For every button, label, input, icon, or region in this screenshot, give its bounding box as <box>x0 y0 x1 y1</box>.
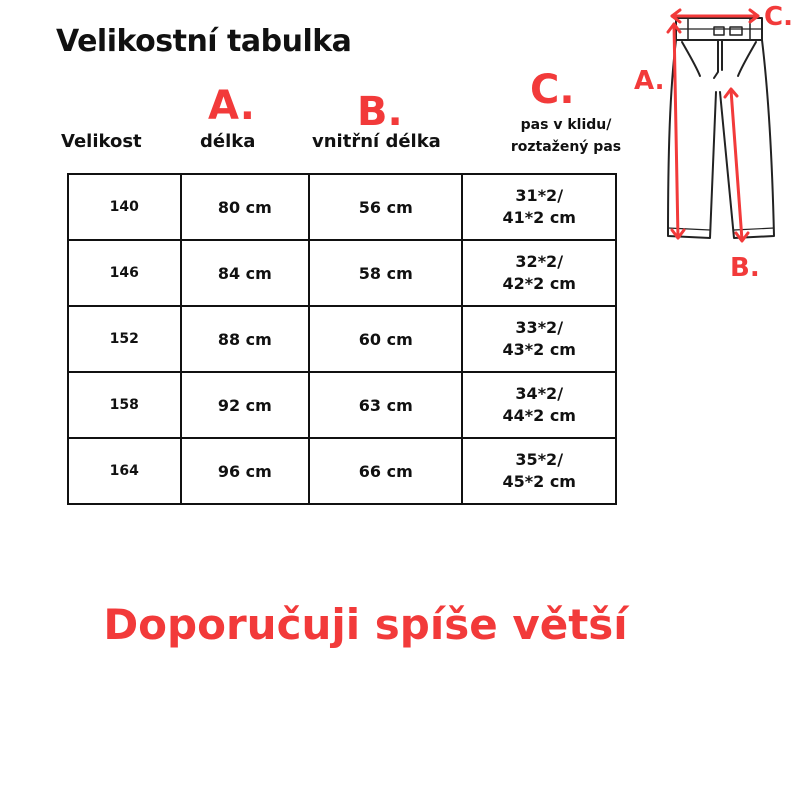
waist-relaxed: 32*2/ <box>515 252 564 271</box>
inner-length-cell: 58 cm <box>309 240 462 306</box>
column-a-label: délka <box>200 131 256 152</box>
waist-stretched: 43*2 cm <box>502 340 576 359</box>
column-c-label-line1: pas v klidu/ <box>520 117 612 133</box>
length-cell: 80 cm <box>181 174 310 240</box>
pants-diagram <box>630 0 800 283</box>
column-c-label <box>496 114 636 158</box>
table-row <box>68 240 616 306</box>
column-c-letter: C. <box>530 67 575 113</box>
length-cell: 84 cm <box>181 240 310 306</box>
waist-stretched: 44*2 cm <box>502 406 576 425</box>
pants-outline-icon <box>630 0 800 260</box>
column-a-letter: A. <box>208 83 255 129</box>
inner-length-cell: 63 cm <box>309 372 462 438</box>
waist-relaxed: 35*2/ <box>515 450 564 469</box>
column-b-letter: B. <box>357 89 403 135</box>
size-cell: 146 <box>68 240 181 306</box>
column-b-label: vnitřní délka <box>312 131 441 152</box>
size-table <box>67 173 617 505</box>
waist-cell <box>462 372 616 438</box>
length-cell: 92 cm <box>181 372 310 438</box>
waist-cell <box>462 174 616 240</box>
length-cell: 96 cm <box>181 438 310 504</box>
waist-stretched: 45*2 cm <box>502 472 576 491</box>
table-row <box>68 438 616 504</box>
page-title: Velikostní tabulka <box>56 24 352 59</box>
table-row <box>68 372 616 438</box>
waist-stretched: 41*2 cm <box>502 208 576 227</box>
size-column-header: Velikost <box>61 131 142 152</box>
waist-cell <box>462 438 616 504</box>
diagram-label-c: C. <box>764 2 793 32</box>
waist-cell <box>462 240 616 306</box>
size-cell: 140 <box>68 174 181 240</box>
size-cell: 152 <box>68 306 181 372</box>
size-cell: 158 <box>68 372 181 438</box>
inner-length-cell: 60 cm <box>309 306 462 372</box>
waist-relaxed: 31*2/ <box>515 186 564 205</box>
inner-length-cell: 66 cm <box>309 438 462 504</box>
waist-stretched: 42*2 cm <box>502 274 576 293</box>
column-c-label-line2: roztažený pas <box>510 139 622 155</box>
waist-relaxed: 34*2/ <box>515 384 564 403</box>
recommendation-text: Doporučuji spíše větší <box>103 600 628 649</box>
diagram-label-b: B. <box>730 253 760 283</box>
diagram-label-a: A. <box>634 66 665 96</box>
waist-relaxed: 33*2/ <box>515 318 564 337</box>
size-cell: 164 <box>68 438 181 504</box>
waist-cell <box>462 306 616 372</box>
length-cell: 88 cm <box>181 306 310 372</box>
table-row <box>68 306 616 372</box>
table-row <box>68 174 616 240</box>
inner-length-cell: 56 cm <box>309 174 462 240</box>
